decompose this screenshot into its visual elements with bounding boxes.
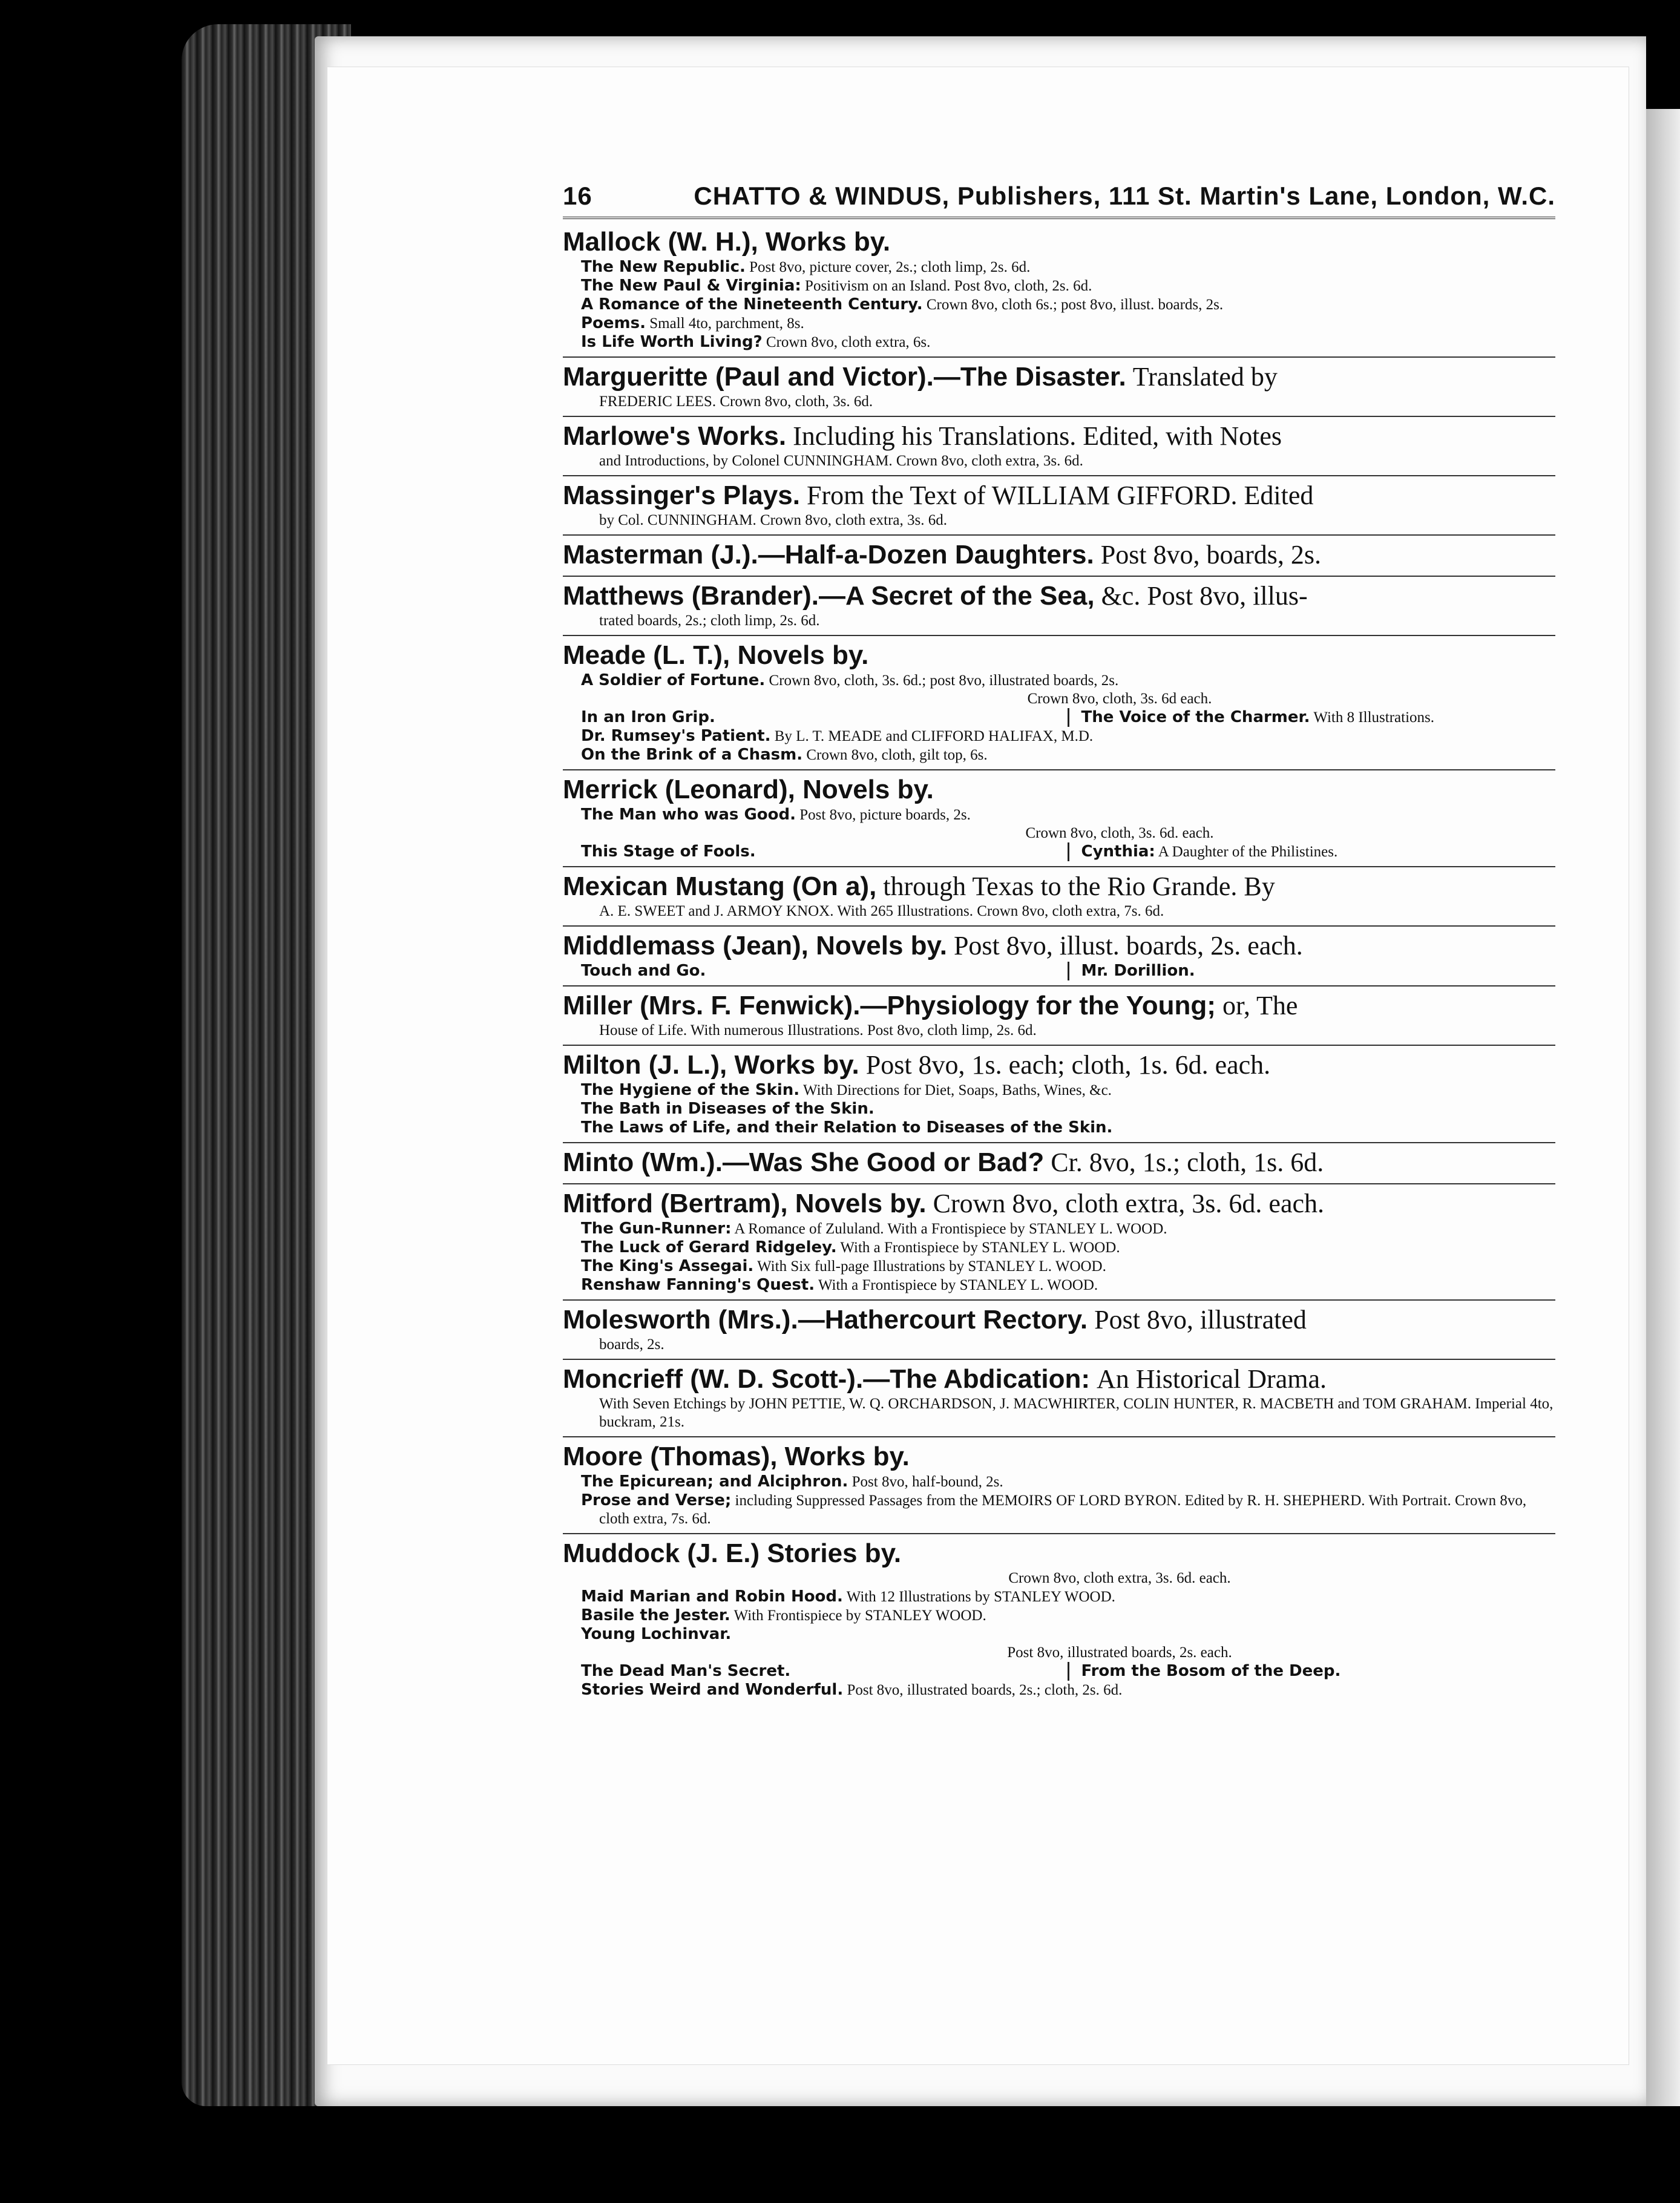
running-head <box>563 182 1555 219</box>
entry-meade <box>563 636 1555 770</box>
list-item: The Bath in Diseases of the Skin. <box>581 1100 874 1118</box>
list-item: Dr. Rumsey's Patient. By L. T. MEADE and CLIFFORD HALIFAX, M.D. <box>581 727 1094 745</box>
entry-moore <box>563 1437 1555 1534</box>
entry-merrick <box>563 770 1555 867</box>
list-item: The King's Assegai. With Six full-page Illustrations by STANLEY L. WOOD. <box>581 1257 1106 1275</box>
entry-masterman <box>563 536 1555 577</box>
list-item: The Man who was Good. Post 8vo, picture boards, 2s. <box>581 806 971 824</box>
entry-author: Molesworth (Mrs.). <box>563 1305 798 1335</box>
entry-continuation: and Introductions, by Colonel CUNNINGHAM. Crown 8vo, cloth extra, 3s. 6d. <box>599 453 1083 469</box>
group-note: Crown 8vo, cloth, 3s. 6d each. <box>1027 691 1212 707</box>
entry-mallock <box>563 223 1555 358</box>
entry-mexican-mustang <box>563 867 1555 927</box>
entry-desc: Post 8vo, illustrated <box>1094 1305 1307 1335</box>
entry-continuation: boards, 2s. <box>599 1336 664 1353</box>
list-item: Maid Marian and Robin Hood. With 12 Illustrations by STANLEY WOOD. <box>581 1587 1115 1606</box>
list-item: The New Republic. Post 8vo, picture cover, 2s.; cloth limp, 2s. 6d. <box>581 258 1031 276</box>
entry-work: —Physiology for the Young; <box>860 991 1216 1020</box>
list-item: Is Life Worth Living? Crown 8vo, cloth extra, 6s. <box>581 333 931 351</box>
entry-author: Moore (Thomas), Works by. <box>563 1442 910 1471</box>
entry-moncrieff <box>563 1360 1555 1437</box>
entry-work: —Hathercourt Rectory. <box>798 1305 1088 1335</box>
entry-author: Matthews (Brander). <box>563 581 819 611</box>
entry-continuation: by Col. CUNNINGHAM. Crown 8vo, cloth extra, 3s. 6d. <box>599 512 947 528</box>
list-item: The Hygiene of the Skin. With Directions for Diet, Soaps, Baths, Wines, &c. <box>581 1081 1112 1099</box>
title-pair: This Stage of Fools. Cynthia: A Daughter of the Philistines. <box>581 842 1338 861</box>
entry-desc: or, The <box>1222 991 1298 1020</box>
entry-desc: Cr. 8vo, 1s.; cloth, 1s. 6d. <box>1051 1147 1324 1177</box>
entry-desc: Including his Translations. Edited, with Notes <box>793 421 1282 451</box>
list-item: Poems. Small 4to, parchment, 8s. <box>581 314 804 332</box>
list-item: A Romance of the Nineteenth Century. Crown 8vo, cloth 6s.; post 8vo, illust. boards, 2s. <box>581 295 1224 314</box>
list-item: The Epicurean; and Alciphron. Post 8vo, half-bound, 2s. <box>581 1472 1003 1491</box>
entry-author: Mitford (Bertram), Novels by. <box>563 1189 927 1218</box>
entry-milton <box>563 1046 1555 1143</box>
entry-desc: &c. Post 8vo, illus- <box>1101 581 1308 611</box>
entry-work: —The Abdication: <box>863 1364 1090 1394</box>
entry-continuation: trated boards, 2s.; cloth limp, 2s. 6d. <box>599 612 820 629</box>
entry-work: —Was She Good or Bad? <box>722 1147 1045 1177</box>
entry-muddock <box>563 1534 1555 1704</box>
list-item: Prose and Verse; including Suppressed Passages from the MEMOIRS OF LORD BYRON. Edited by R. H. SHEPHERD. With Portrait. Crown 8vo, cloth extra, 7s. 6d. <box>581 1491 1527 1527</box>
entry-desc: Translated by <box>1132 362 1278 392</box>
entry-work: —A Secret of the Sea, <box>818 581 1095 611</box>
entry-desc: through Texas to the Rio Grande. By <box>883 872 1275 901</box>
entry-desc: Post 8vo, boards, 2s. <box>1100 540 1321 570</box>
entry-middlemass <box>563 927 1555 987</box>
group-note: Crown 8vo, cloth extra, 3s. 6d. each. <box>1008 1570 1231 1586</box>
entry-desc: An Historical Drama. <box>1096 1364 1327 1394</box>
entry-continuation: FREDERIC LEES. Crown 8vo, cloth, 3s. 6d. <box>599 393 873 410</box>
entry-author: Masterman (J.). <box>563 540 758 570</box>
group-note: Post 8vo, illustrated boards, 2s. each. <box>1007 1644 1232 1661</box>
entry-author: Milton (J. L.), Works by. <box>563 1050 859 1080</box>
list-item: The New Paul & Virginia: Positivism on an Island. Post 8vo, cloth, 2s. 6d. <box>581 277 1092 295</box>
list-item: The Luck of Gerard Ridgeley. With a Frontispiece by STANLEY L. WOOD. <box>581 1238 1120 1256</box>
entry-margueritte <box>563 358 1555 417</box>
entry-continuation: House of Life. With numerous Illustrations. Post 8vo, cloth limp, 2s. 6d. <box>599 1022 1037 1039</box>
entry-massinger <box>563 476 1555 536</box>
entry-minto <box>563 1143 1555 1184</box>
entry-miller <box>563 987 1555 1046</box>
entry-work: —Half-a-Dozen Daughters. <box>758 540 1094 570</box>
entry-continuation: A. E. SWEET and J. ARMOY KNOX. With 265 Illustrations. Crown 8vo, cloth extra, 7s. 6d. <box>599 903 1164 919</box>
entry-marlowe <box>563 417 1555 476</box>
entry-author: Marlowe's Works. <box>563 421 787 451</box>
entry-author: Massinger's Plays. <box>563 481 801 510</box>
entry-desc: From the Text of WILLIAM GIFFORD. Edited <box>807 481 1314 510</box>
entry-author: Minto (Wm.). <box>563 1147 723 1177</box>
list-item: Renshaw Fanning's Quest. With a Frontispiece by STANLEY L. WOOD. <box>581 1276 1098 1294</box>
page-number: 16 <box>563 182 592 210</box>
entry-author: Merrick (Leonard), Novels by. <box>563 775 934 804</box>
entry-desc: Post 8vo, illust. boards, 2s. each. <box>953 931 1303 960</box>
entry-author: Mallock (W. H.), Works by. <box>563 227 891 257</box>
list-item: Stories Weird and Wonderful. Post 8vo, illustrated boards, 2s.; cloth, 2s. 6d. <box>581 1681 1123 1699</box>
entry-author: Moncrieff (W. D. Scott-). <box>563 1364 864 1394</box>
list-item: The Laws of Life, and their Relation to Diseases of the Skin. <box>581 1118 1113 1137</box>
publisher-line: CHATTO & WINDUS, Publishers, 111 St. Martin's Lane, London, W.C. <box>694 182 1555 210</box>
entry-author: Muddock (J. E.) Stories by. <box>563 1538 902 1568</box>
list-item: Basile the Jester. With Frontispiece by STANLEY WOOD. <box>581 1606 986 1624</box>
title-pair: The Dead Man's Secret. From the Bosom of the Deep. <box>581 1662 1341 1680</box>
list-item: A Soldier of Fortune. Crown 8vo, cloth, 3s. 6d.; post 8vo, illustrated boards, 2s. <box>581 671 1119 689</box>
group-note: Crown 8vo, cloth, 3s. 6d. each. <box>1025 825 1214 841</box>
entry-desc: Post 8vo, 1s. each; cloth, 1s. 6d. each. <box>865 1050 1271 1080</box>
entry-mitford <box>563 1184 1555 1301</box>
entry-author: Middlemass (Jean), Novels by. <box>563 931 947 960</box>
entry-continuation: With Seven Etchings by JOHN PETTIE, W. Q. ORCHARDSON, J. MACWHIRTER, COLIN HUNTER, R. MACBETH and TOM GRAHAM. Imperial 4to, buckram, 21s. <box>599 1396 1554 1430</box>
entry-author: Mexican Mustang (On a), <box>563 872 877 901</box>
entry-molesworth <box>563 1301 1555 1360</box>
entry-matthews <box>563 577 1555 636</box>
title-pair: Touch and Go. Mr. Dorillion. <box>581 962 1195 980</box>
list-item: Young Lochinvar. <box>581 1625 732 1643</box>
list-item: The Gun-Runner: A Romance of Zululand. With a Frontispiece by STANLEY L. WOOD. <box>581 1220 1167 1238</box>
catalogue-content <box>563 182 1555 1704</box>
entry-desc: Crown 8vo, cloth extra, 3s. 6d. each. <box>933 1189 1325 1218</box>
next-page-edge <box>1646 109 1680 2106</box>
entry-author: Miller (Mrs. F. Fenwick). <box>563 991 861 1020</box>
list-item: On the Brink of a Chasm. Crown 8vo, cloth, gilt top, 6s. <box>581 746 988 764</box>
entry-work: —The Disaster. <box>933 362 1126 392</box>
title-pair: In an Iron Grip. The Voice of the Charmer. With 8 Illustrations. <box>581 708 1435 726</box>
entry-author: Meade (L. T.), Novels by. <box>563 640 869 670</box>
entry-author: Margueritte (Paul and Victor). <box>563 362 934 392</box>
